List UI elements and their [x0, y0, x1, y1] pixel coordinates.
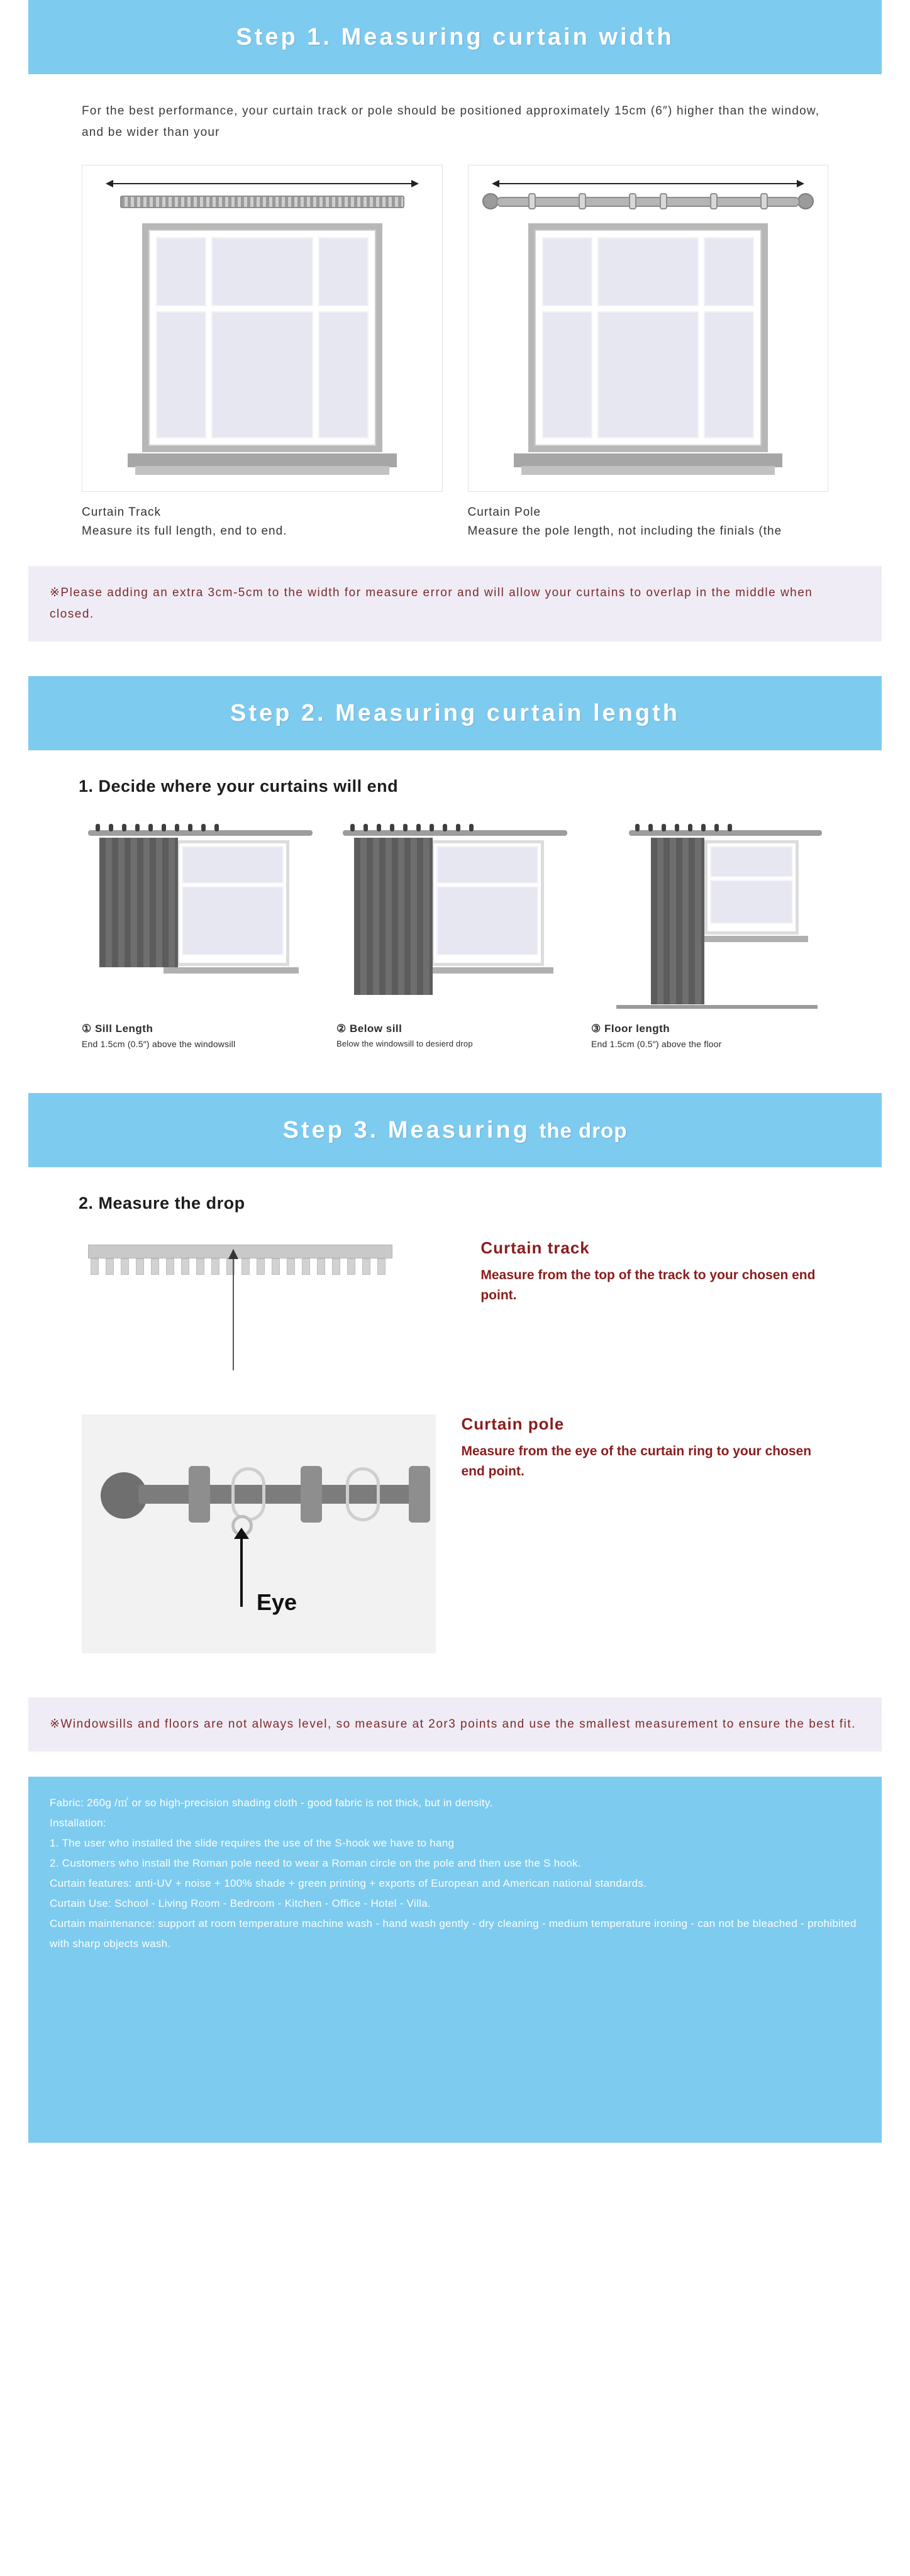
- hooks-icon: [350, 824, 474, 831]
- hooks-icon: [96, 824, 219, 831]
- window-frame: [528, 223, 769, 452]
- width-arrow-icon: [113, 183, 412, 184]
- step3-title: [283, 1117, 628, 1144]
- curtain-track-caption-title: Curtain Track: [82, 506, 161, 519]
- windowsill: [418, 967, 553, 974]
- detail-line: Curtain features: anti-UV + noise + 100% shade + green printing + exports of European and American national standards.: [50, 1877, 647, 1889]
- step1-title: Step 1. Measuring curtain width: [236, 23, 674, 50]
- step2-title: Step 2. Measuring curtain length: [230, 699, 680, 726]
- window-frame: [142, 223, 382, 452]
- curtain-track-drop-block: [82, 1238, 828, 1383]
- step3-banner: [28, 1093, 882, 1167]
- curtain-icon: [354, 838, 433, 995]
- detail-line: Fabric: 260g /㎡ or so high-precision shading cloth - good fabric is not thick, but in density.: [50, 1797, 493, 1809]
- step3-title-small: the drop: [539, 1118, 628, 1142]
- product-details-block: [28, 1777, 882, 2143]
- pole-bracket-icon: [301, 1466, 322, 1523]
- curtain-ring-icon: [346, 1467, 380, 1521]
- pole-ring-icon: [660, 193, 667, 209]
- pole-ring-icon: [528, 193, 536, 209]
- sill-length-caption: ① Sill Length: [82, 1023, 153, 1035]
- track-bar-icon: [120, 196, 404, 208]
- drop-measure-arrow-icon: [233, 1250, 234, 1370]
- curtain-track-diagram: [82, 165, 443, 492]
- curtain-track-card: [82, 165, 443, 541]
- curtain-pole-caption-desc: Measure the pole length, not including the finials (the: [467, 525, 782, 538]
- windowsill: [128, 453, 397, 467]
- pole-drop-title: Curtain pole: [461, 1414, 565, 1433]
- curtain-track-caption: [82, 503, 443, 541]
- pole-rod-icon: [138, 1485, 423, 1504]
- option-floor-length: [591, 815, 828, 1049]
- track-drop-text: [480, 1238, 828, 1306]
- option-sill-length: [82, 815, 319, 1049]
- curtain-end-options-row: [82, 815, 828, 1049]
- eye-label: Eye: [257, 1589, 297, 1615]
- pole-bracket-icon: [189, 1466, 210, 1523]
- step1-intro-text: For the best performance, your curtain track or pole should be positioned approximately 15cm (6″) higher than the window, and be wider than your: [82, 104, 820, 139]
- pole-ring-icon: [760, 193, 768, 209]
- windowsill: [692, 936, 808, 942]
- windowsill: [164, 967, 299, 974]
- detail-line: Curtain maintenance: support at room temperature machine wash - hand wash gently - dry cleaning - medium temperature ironing - can not be bleached - prohibited with sharp objects wash.: [50, 1918, 857, 1950]
- curtain-pole-caption: [468, 503, 829, 541]
- hooks-icon: [635, 824, 732, 831]
- sill-length-sub: End 1.5cm (0.5″) above the windowsill: [82, 1039, 236, 1049]
- below-sill-sub: Below the windowsill to desierd drop: [336, 1039, 473, 1048]
- detail-line: 1. The user who installed the slide requires the use of the S-hook we have to hang: [50, 1837, 455, 1849]
- pole-ring-icon: [710, 193, 718, 209]
- pole-drop-text: [461, 1414, 828, 1482]
- curtain-track-caption-desc: Measure its full length, end to end.: [82, 525, 287, 538]
- step3-title-main: Step 3. Measuring: [282, 1116, 530, 1143]
- step3-notice: ※Windowsills and floors are not always level, so measure at 2or3 points and use the smallest measurement to ensure the best fit.: [28, 1697, 882, 1752]
- curtain-icon: [99, 838, 178, 967]
- step2-banner: [28, 676, 882, 750]
- windowsill-lower: [135, 466, 389, 475]
- pole-drop-body: Measure from the eye of the curtain ring to your chosen end point.: [461, 1444, 812, 1479]
- sill-length-diagram: [82, 815, 319, 1023]
- detail-line: Installation:: [50, 1817, 106, 1829]
- eye-pointer-arrow-icon: [240, 1538, 243, 1607]
- track-drop-graphic: [82, 1238, 455, 1383]
- window-icon: [176, 840, 289, 966]
- curtain-pole-diagram: [468, 165, 829, 492]
- pole-drop-graphic: [82, 1414, 436, 1653]
- pole-bar-icon: [496, 197, 801, 207]
- pole-ring-icon: [629, 193, 636, 209]
- detail-line: 2. Customers who install the Roman pole need to wear a Roman circle on the pole and then use the S hook.: [50, 1857, 581, 1869]
- curtain-pole-card: [468, 165, 829, 541]
- option-below-sill: [336, 815, 574, 1049]
- window-icon: [431, 840, 544, 966]
- curtain-pole-drop-block: [82, 1414, 828, 1653]
- windowsill: [514, 453, 783, 467]
- floor-length-sub: End 1.5cm (0.5″) above the floor: [591, 1039, 722, 1049]
- step2-subhead: 1. Decide where your curtains will end: [79, 777, 399, 796]
- curtain-ring-icon: [231, 1467, 265, 1521]
- detail-line: Curtain Use: School - Living Room - Bedroom - Kitchen - Office - Hotel - Villa.: [50, 1897, 431, 1909]
- below-sill-diagram: [336, 815, 574, 1023]
- window-diagram-row: [82, 165, 828, 541]
- pole-bracket-icon: [409, 1466, 430, 1523]
- width-arrow-icon: [499, 183, 798, 184]
- windowsill-lower: [521, 466, 775, 475]
- track-glider-icons: [91, 1258, 386, 1275]
- pole-ring-icon: [579, 193, 586, 209]
- track-drop-title: Curtain track: [480, 1238, 590, 1257]
- step3-subhead: 2. Measure the drop: [79, 1194, 245, 1213]
- curtain-pole-caption-title: Curtain Pole: [467, 506, 541, 519]
- floor-line: [616, 1005, 818, 1009]
- track-rail-icon: [88, 1245, 392, 1258]
- track-drop-body: Measure from the top of the track to your chosen end point.: [480, 1268, 816, 1302]
- step1-banner: [28, 0, 882, 74]
- window-icon: [704, 840, 799, 935]
- curtain-icon: [651, 838, 704, 1004]
- step1-notice: ※Please adding an extra 3cm-5cm to the width for measure error and will allow your curtains to overlap in the middle when closed.: [28, 566, 882, 641]
- floor-length-diagram: [591, 815, 828, 1023]
- below-sill-caption: ② Below sill: [336, 1023, 402, 1035]
- floor-length-caption: ③ Floor length: [591, 1023, 670, 1035]
